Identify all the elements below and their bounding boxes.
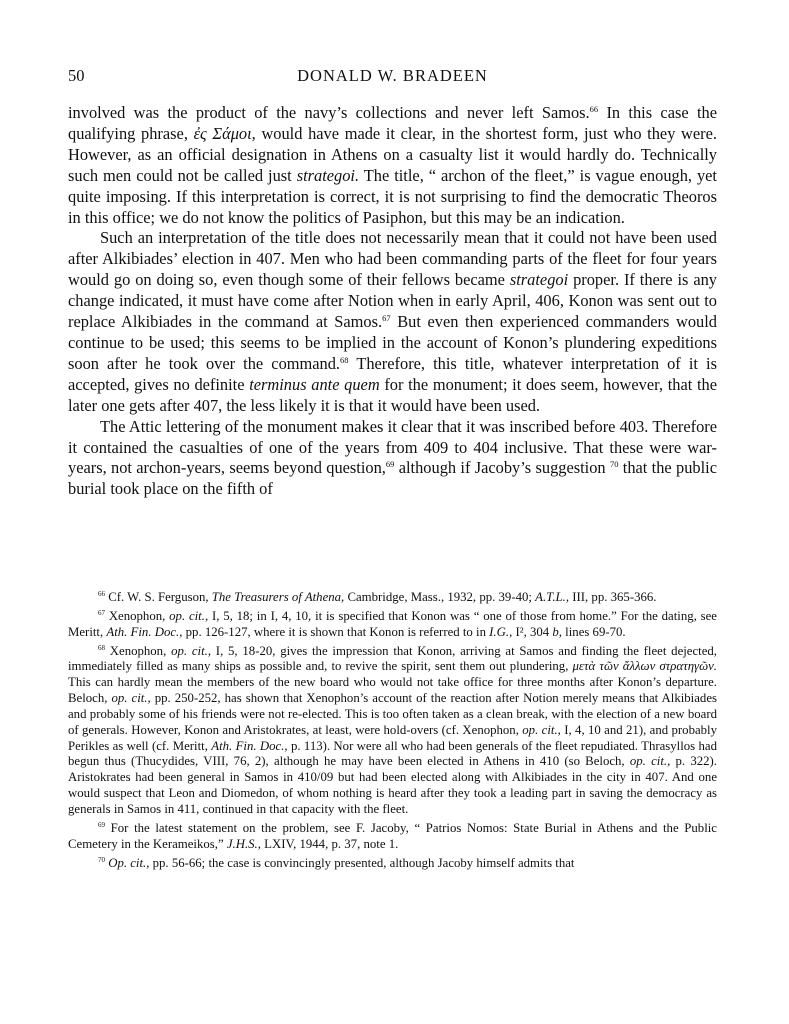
text-run: Xenophon,: [105, 608, 170, 623]
italic-text: Op. cit.,: [108, 855, 150, 870]
text-run: But even then experienced commanders would continue to be used; this seems to be implied in the account of Konon’s plundering expeditions soon after he took over the command.: [68, 312, 717, 373]
text-run: would have made it clear, in the shortest form, just who they were. However, as an official designation in Athens on a casualty list it would hardly do. Technically such men could not be called just: [68, 123, 718, 185]
footnote-ref: 69: [385, 459, 395, 470]
footnote-68: [68, 644, 717, 818]
text-run: p. 113). Nor were all who had been generals of the fleet repudiated. Thrasyllos had begun thus (Thucydides, VIII, 76, 2), although he may have been elected in Athens in 410 (so Beloch,: [68, 738, 717, 769]
italic-text: terminus ante quem: [249, 374, 380, 394]
italic-text: μετὰ τῶν ἄλλων στρατηγῶν.: [572, 659, 718, 674]
text-run: In this case the qualifying phrase,: [68, 103, 717, 143]
text-run: The Attic lettering of the monument makes it clear that it was inscribed before 403. Therefore it contained the casualties of one of the years from 409 to 404 inclusive. That these were war-years, not archon-years, seems beyond question,: [68, 416, 717, 478]
text-run: I, 4, 10 and 21), and probably Perikles as well (cf. Meritt,: [68, 722, 717, 753]
text-run: Therefore, this title, whatever interpretation of it is accepted, gives no definite: [68, 353, 717, 394]
italic-text: ἐς Σάμοι,: [193, 123, 256, 143]
italic-text: op. cit.,: [169, 608, 209, 623]
text-run: For the latest statement on the problem, see F. Jacoby, “ Patrios Nomos: State Burial in Athens and the Public Cemetery in the Kerameikos,”: [68, 820, 717, 851]
footnote-ref: 68: [340, 354, 349, 365]
text-run: III, pp. 365-366.: [569, 590, 657, 604]
footnote-67: [68, 609, 717, 641]
text-run: although if Jacoby’s suggestion: [394, 458, 610, 478]
text-run: Xenophon,: [105, 643, 172, 658]
footnote-66: [68, 590, 717, 606]
text-run: I, 5, 18-20, gives the impression that Konon, arriving at Samos and finding the fleet dejected, immediately filled as many ships as possible and, to revive the spirit, sent them out plundering,: [68, 643, 718, 674]
text-run: pp. 56-66; the case is convincingly presented, although Jacoby himself admits that: [149, 855, 575, 870]
text-run: Cambridge, Mass., 1932, pp. 39-40;: [344, 590, 536, 604]
paragraph: [68, 103, 717, 228]
page-header: [68, 66, 717, 88]
footnote-ref: 66: [589, 104, 599, 114]
footnote-70: [68, 856, 717, 872]
text-run: proper. If there is any change indicated, it must have come after Notion when in early April, 406, Konon was sent out to replace Alkibiades in the command at Samos.: [68, 270, 717, 332]
footnote-ref: 70: [98, 855, 105, 864]
italic-text: Ath. Fin. Doc.,: [211, 738, 288, 753]
italic-text: A.T.L.,: [535, 590, 570, 604]
italic-text: strategoi.: [296, 165, 360, 185]
footnote-ref: 70: [609, 459, 619, 470]
italic-text: J.H.S.,: [226, 836, 261, 851]
footnote-ref: 69: [98, 820, 105, 829]
footnotes: [68, 590, 717, 874]
footnote-69: [68, 821, 717, 853]
text-run: for the monument; it does seem, however, that the later one gets after 407, the less likely it is that it would have been used.: [68, 374, 717, 415]
paragraph: [68, 417, 717, 501]
italic-text: b,: [552, 624, 562, 639]
italic-text: strategoi: [509, 270, 569, 290]
italic-text: op. cit.,: [522, 722, 561, 737]
text-run: pp. 126-127, where it is shown that Konon is referred to in: [182, 624, 490, 639]
footnote-ref: 67: [98, 608, 105, 617]
paragraph: [68, 228, 717, 416]
italic-text: The Treasurers of Athena,: [211, 590, 345, 604]
running-head: DONALD W. BRADEEN: [297, 66, 488, 85]
text-run: p. 322). Aristokrates had been general in Samos in 410/09 but had been elected along with Alkibiades in the city in 407. And one would suspect that Leon and Diomedon, of whom nothing is heard after they took a leading part in saving the democracy as generals in Samos in 411, continued in that capacity with the fleet.: [68, 754, 718, 816]
page-number: 50: [68, 66, 85, 85]
italic-text: op. cit.,: [111, 691, 151, 706]
text-run: Such an interpretation of the title does not necessarily mean that it could not have been used after Alkibiades’ election in 407. Men who had been commanding parts of the fleet for four years would go on doing so, even though some of their fellows became: [68, 228, 717, 290]
italic-text: I.G.,: [489, 624, 513, 639]
text-run: lines 69-70.: [561, 624, 626, 639]
text-run: pp. 250-252, has shown that Xenophon’s account of the reaction after Notion merely means that Alkibiades and probably some of his friends were not re-elected. This is too often taken as a clean break, with the election of a new board of generals. However, Konon and Aristokrates, at least, were hold-overs (cf. Xenophon,: [68, 691, 717, 737]
text-run: LXIV, 1944, p. 37, note 1.: [260, 836, 399, 851]
text-run: Cf. W. S. Ferguson,: [105, 590, 212, 604]
text-run: that the public burial took place on the fifth of: [68, 458, 717, 499]
footnote-ref: 66: [98, 590, 105, 598]
text-run: The title, “ archon of the fleet,” is vague enough, yet quite imposing. If this interpretation is correct, it is not surprising to find the democratic Theoros in this office; we do not know the politics of Pasiphon, but this may be an indication.: [68, 165, 717, 227]
italic-text: op. cit.,: [171, 643, 212, 658]
body-text: [68, 103, 717, 500]
italic-text: op. cit.,: [629, 754, 671, 769]
text-run: I², 304: [512, 624, 553, 639]
text-run: I, 5, 18; in I, 4, 10, it is specified that Konon was “ one of those from home.” For the dating, see Meritt,: [68, 608, 717, 639]
italic-text: Ath. Fin. Doc.,: [106, 624, 183, 639]
footnote-ref: 68: [98, 643, 105, 652]
footnote-ref: 67: [382, 313, 391, 324]
text-run: This can hardly mean the members of the new board who would not take office for three months after Konon’s departure. Beloch,: [68, 675, 717, 706]
text-run: involved was the product of the navy’s collections and never left Samos.: [68, 103, 590, 122]
